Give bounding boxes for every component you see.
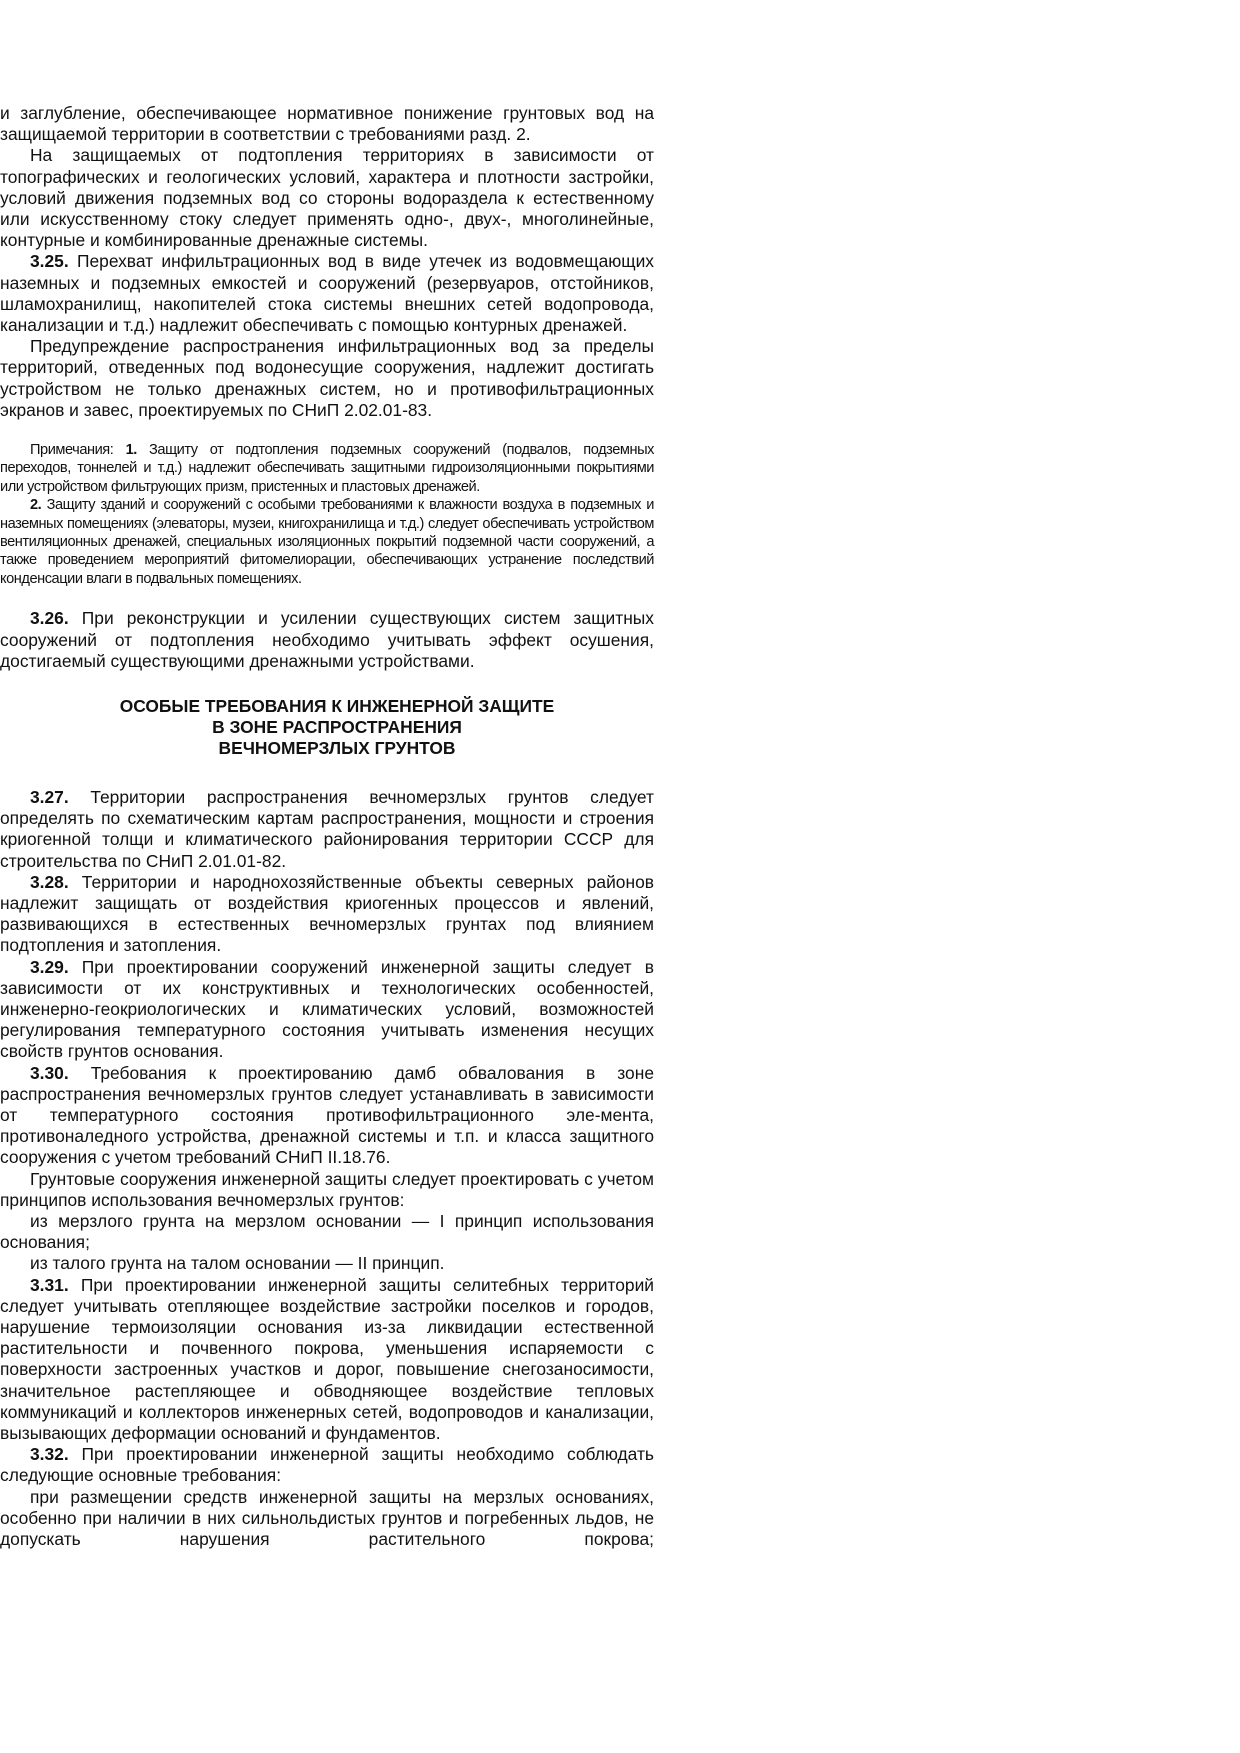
- paragraph: На защищаемых от подтопления территориях в зависимости от топографических и геологических условий, характера и плотности застройки, условий движения подземных вод со стороны водораздела к естественному или искусственному стоку следует применять одно-, двух-, многолинейные, контурные и комбинированные дренажные системы.: [0, 145, 654, 251]
- note-1: Примечания: 1. Защиту от подтопления подземных сооружений (подвалов, подземных переходов, тоннелей и т.д.) надлежит обеспечивать защитными гидроизоляционными покрытиями или устройством фильтрующих призм, пристенных и пластовых дренажей.: [0, 442, 654, 495]
- paragraph: Предупреждение распространения инфильтрационных вод за пределы территорий, отведенных под водонесущие сооружения, надлежит достигать устройством не только дренажных систем, но и противофильтрационных экранов и завес, проектируемых по СНиП 2.02.01-83.: [0, 336, 654, 420]
- note-number: 1.: [125, 442, 137, 459]
- paragraph: Грунтовые сооружения инженерной защиты следует проектировать с учетом принципов использования вечномерзлых грунтов:: [0, 1168, 654, 1210]
- document-page: [0, 103, 654, 1550]
- note-number: 2.: [30, 497, 42, 514]
- clause-number: 3.30.: [30, 1062, 69, 1083]
- paragraph-3-25: 3.25. Перехват инфильтрационных вод в виде утечек из водовмещающих наземных и подземных емкостей и сооружений (резервуаров, отстойников, шламохранилищ, накопителей стока системы внешних сетей водопровода, канализации и т.д.) надлежит обеспечивать с помощью контурных дренажей.: [0, 251, 654, 336]
- paragraph-3-31: 3.31. При проектировании инженерной защиты селитебных территорий следует учитывать отепляющее воздействие застройки поселков и городов, нарушение термоизоляции основания из-за ликвидации естественной растительности и почвенного покрова, уменьшения испаряемости с поверхности застроенных участков и дорог, повышение снегозаносимости, значительное растепляющее и обводняющее воздействие тепловых коммуникаций и коллекторов инженерных сетей, водопроводов и канализации, вызывающих деформации оснований и фундаментов.: [0, 1274, 654, 1443]
- paragraph-3-32: 3.32. При проектировании инженерной защиты необходимо соблюдать следующие основные требования:: [0, 1444, 654, 1486]
- clause-number: 3.28.: [30, 871, 69, 892]
- notes-block: [0, 441, 654, 588]
- paragraph: из талого грунта на талом основании — II принцип.: [30, 1253, 445, 1274]
- clause-number: 3.25.: [30, 251, 69, 272]
- paragraph-3-29: 3.29. При проектировании сооружений инженерной защиты следует в зависимости от их конструктивных и технологических особенностей, инженерно-геокриологических и климатических условий, возможностей регулирования температурного состояния учитывать изменения несущих свойств грунтов основания.: [0, 956, 654, 1062]
- clause-number: 3.31.: [30, 1274, 69, 1295]
- paragraph: из мерзлого грунта на мерзлом основании — I принцип использования основания;: [0, 1210, 654, 1253]
- clause-number: 3.29.: [30, 956, 69, 977]
- heading-line: ВЕЧНОМЕРЗЛЫХ ГРУНТОВ: [218, 737, 456, 758]
- paragraph-3-27: 3.27. Территории распространения вечномерзлых грунтов следует определять по схематическим картам распространения, мощности и строения криогенной толщи и климатического районирования территории СССР для строительства по СНиП 2.01.01-82.: [0, 786, 654, 871]
- clause-number: 3.32.: [30, 1444, 69, 1465]
- heading-line: В ЗОНЕ РАСПРОСТРАНЕНИЯ: [212, 716, 462, 737]
- heading-line: ОСОБЫЕ ТРЕБОВАНИЯ К ИНЖЕНЕРНОЙ ЗАЩИТЕ: [119, 695, 555, 716]
- paragraph-3-30: 3.30. Требования к проектированию дамб обвалования в зоне распространения вечномерзлых грунтов следует устанавливать в зависимости от температурного состояния противофильтрационного эле-мента, противоналедного устройства, дренажной системы и т.п. и класса защитного сооружения с учетом требований СНиП II.18.76.: [0, 1062, 654, 1168]
- notes-prefix: Примечания:: [30, 442, 126, 459]
- paragraph-3-26: 3.26. При реконструкции и усилении существующих систем защитных сооружений от подтопления необходимо учитывать эффект осушения, достигаемый существующими дренажными устройствами.: [0, 608, 654, 671]
- clause-number: 3.27.: [30, 786, 69, 807]
- paragraph-3-28: 3.28. Территории и народнохозяйственные объекты северных районов надлежит защищать от воздействия криогенных процессов и явлений, развивающихся в естественных вечномерзлых грунтах под влиянием подтопления и затопления.: [0, 871, 654, 956]
- section-heading: [0, 696, 654, 759]
- note-2: 2. Защиту зданий и сооружений с особыми требованиями к влажности воздуха в подземных и наземных помещениях (элеваторы, музеи, книгохранилища и т.д.) следует обеспечивать устройством вентиляционных дренажей, специальных изоляционных покрытий подземной части сооружений, а также проведением мероприятий фитомелиорации, обеспечивающих устранение последствий конденсации влаги в подвальных помещениях.: [0, 497, 654, 587]
- paragraph: при размещении средств инженерной защиты на мерзлых основаниях, особенно при наличии в них сильнольдистых грунтов и погребенных льдов, не допускать нарушения растительного покрова;: [0, 1486, 654, 1550]
- paragraph: и заглубление, обеспечивающее нормативное понижение грунтовых вод на защищаемой территории в соответствии с требованиями разд. 2.: [0, 103, 654, 145]
- clause-number: 3.26.: [30, 608, 69, 629]
